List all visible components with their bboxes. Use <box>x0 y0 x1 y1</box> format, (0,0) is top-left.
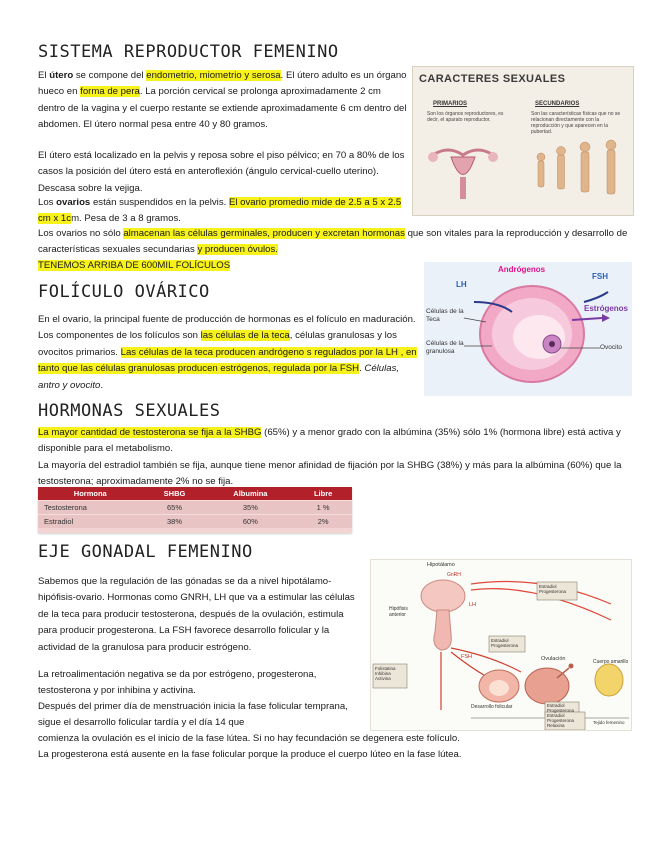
table-header: SHBG <box>142 487 206 501</box>
table-header: Hormona <box>38 487 142 501</box>
table-cell: Testosterona <box>38 501 142 515</box>
paragraph-utero: El útero se compone del endometrio, miometrio y serosa. El útero adulto es un órgano hueco en forma de pera. La porción cervical se prolonga aproximadamente 2 cm dentro de la vagina y el cuerpo restante se extiende aproximadamente 6 cm dentro del abdomen. El útero normal pesa entre 40 y 80 gramos. <box>38 70 407 131</box>
label-lh: LH <box>469 602 477 608</box>
table-cell: 35% <box>207 501 295 515</box>
paragraph-estradiol: La mayoría del estradiol también se fija, aunque tiene menor afinidad de fijación por la SHBG (38%) y más para la albúmina (60%) que la testosterona; aproximadamente 2% no se fija. <box>38 460 622 488</box>
growth-figures <box>537 140 616 194</box>
label-box-estradiol-1: Estradiol Progesterona <box>539 584 567 594</box>
table-header: Albumina <box>207 487 295 501</box>
label-hipofisis: Hipófisis anterior <box>389 606 408 618</box>
label-ovocito: Ovocito <box>600 344 623 351</box>
label-box-relaxina: Estradiol Progesterona Relaxina <box>547 713 575 728</box>
figure-foliculo <box>424 262 632 396</box>
label-teca: Células de la Teca <box>426 308 464 323</box>
paragraph-foliculo: En el ovario, la principal fuente de producción de hormonas es el folículo en maduración. Los componentes de los folículos son las células de la teca, células granulosas y los ovocitos primarios. Las células de la teca producen andrógeno s regulados por la LH , en tanto que las células granulosas producen estrógenos, regulada por la FSH. Células, antro y ovocito. <box>38 314 417 391</box>
section-title-reproductor: SISTEMA REPRODUCTOR FEMENINO <box>38 42 339 62</box>
paragraph-utero-posicion: El útero está localizado en la pelvis y reposa sobre el piso pélvico; en 70 a 80% de los casos la posición del útero está en anteroflexión (ángulo cervical-cuello uterino). Descasa sobre la vejiga. <box>38 150 405 194</box>
table-cell: 38% <box>142 515 206 529</box>
label-cuerpo-amarillo: Cuerpo amarillo <box>593 659 629 665</box>
table-row <box>38 515 352 529</box>
table-header: Libre <box>294 487 352 501</box>
table-cell: 1 % <box>294 501 352 515</box>
label-box-estradiol-2: Estradiol Progesterona <box>491 638 519 648</box>
primary-text: Son los órganos reproductores, es decir, el aparato reproductor. <box>427 111 504 123</box>
label-ovulacion: Ovulación <box>541 656 566 662</box>
secondary-heading: SECUNDARIOS <box>535 101 580 107</box>
figure-eje-gonadal <box>370 559 632 731</box>
paragraph-ovarios-funcion: Los ovarios no sólo almacenan las células germinales, producen y excretan hormonas que son vitales para la reproducción y desarrollo de características sexuales secundarias y producen óvulos. <box>38 228 628 256</box>
label-fsh: FSH <box>592 272 608 281</box>
paragraph-ovarios: Los ovarios están suspendidos en la pelvis. El ovario promedio mide de 2.5 a 5 x 2.5 cm x 1cm. Pesa de 3 a 8 gramos. <box>38 197 402 225</box>
section-title-foliculo: FOLÍCULO OVÁRICO <box>38 282 210 302</box>
hormone-table <box>38 487 352 528</box>
table-header-row <box>38 487 352 501</box>
label-desarrollo-folicular: Desarrollo folicular <box>471 704 513 710</box>
label-box-folistatina: Folistatina Inhibina Activina <box>375 666 396 681</box>
table-row <box>38 501 352 515</box>
label-gnrh: GnRH <box>447 572 461 578</box>
paragraph-testosterona: La mayor cantidad de testosterona se fija a la SHBG (65%) y a menor grado con la albúmina (35%) sólo 1% (hormona libre) está activa y disponible para el metabolismo. <box>38 427 621 455</box>
label-box-estradiol-3: Estradiol Progesterona <box>547 703 575 713</box>
paragraph-foliculos-count: TENEMOS ARRIBA DE 600MIL FOLÍCULOS <box>38 260 231 271</box>
table-cell: Estradiol <box>38 515 142 529</box>
paragraph-progesterona: La progesterona está ausente en la fase folicular porque la produce el cuerpo lúteo en la fase lútea. <box>38 749 462 760</box>
reproductive-illustration <box>413 137 634 215</box>
table-cell: 2% <box>294 515 352 529</box>
section-title-eje-gonadal: EJE GONADAL FEMENINO <box>38 542 253 562</box>
table-cell: 65% <box>142 501 206 515</box>
label-androgenos: Andrógenos <box>498 265 546 274</box>
label-lh: LH <box>456 280 467 289</box>
label-estrogenos: Estrógenos <box>584 304 629 313</box>
label-hipotalamo: Hipotálamo <box>427 562 455 568</box>
hormone-table-wrapper <box>38 487 352 533</box>
secondary-text: Son las características físicas que no se relacionan directamente con la reproducción y que aparecen en la pubertad. <box>531 111 621 135</box>
label-tejido-femenino: Tejido femenino <box>593 720 625 725</box>
figure-caracteres-sexuales <box>412 66 634 216</box>
primary-heading: PRIMARIOS <box>433 101 468 107</box>
uterus-illustration <box>428 150 498 199</box>
section-title-hormonas: HORMONAS SEXUALES <box>38 401 221 421</box>
figure-title: CARACTERES SEXUALES <box>419 73 566 85</box>
paragraph-retroalimentacion: La retroalimentación negativa se da por estrógeno, progesterona, testosterona y por inhibina y activina. <box>38 669 317 697</box>
paragraph-ovulacion: comienza la ovulación es el inicio de la fase lútea. Si no hay fecundación se degenera este folículo. <box>38 733 460 744</box>
label-fsh: FSH <box>461 654 472 660</box>
paragraph-regulacion: Sabemos que la regulación de las gónadas se da a nivel hipotálamo-hipófisis-ovario. Hormonas como GNRH, LH que va a estimular las células de la teca para producir testosterona, después de la ovulación, estimula para producir progesterona. La FSH favorece desarrollo folicular y la actividad de la granulosa para producir estrógeno. <box>38 576 355 653</box>
paragraph-fase-folicular: Después del primer día de menstruación inicia la fase folicular temprana, sigue el desarrollo folicular tardía y el día 14 que <box>38 701 348 729</box>
label-granulosa: Células de la granulosa <box>426 340 464 355</box>
table-cell: 60% <box>207 515 295 529</box>
